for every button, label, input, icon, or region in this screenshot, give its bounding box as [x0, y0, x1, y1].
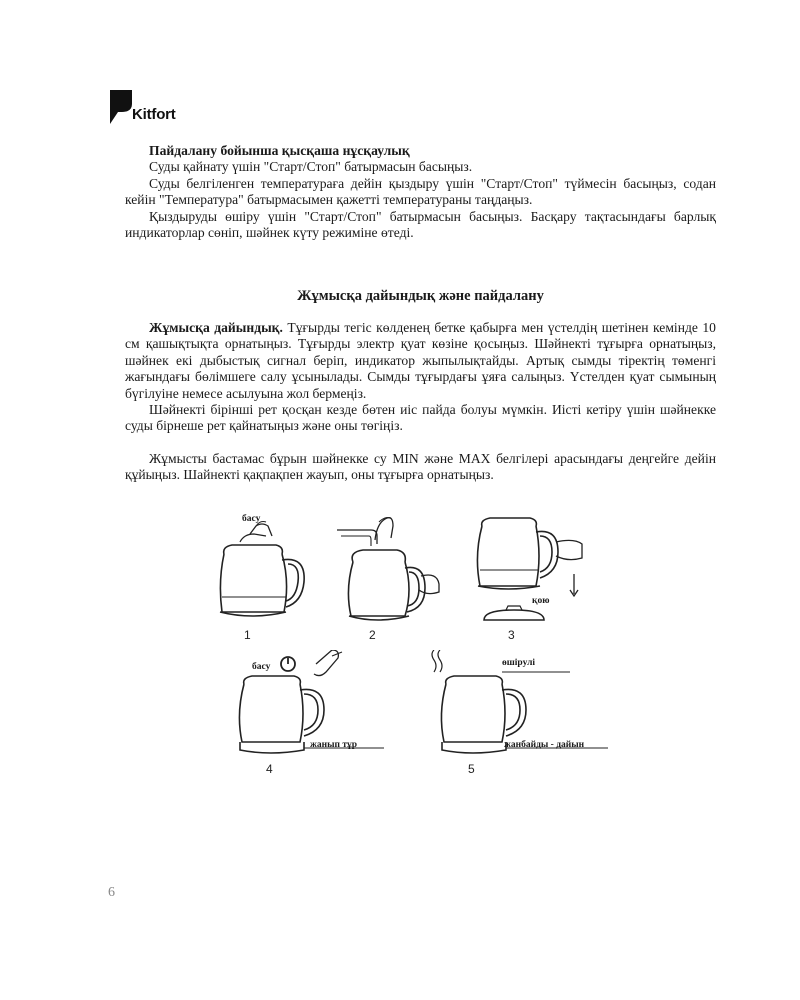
fig1-number: 1 [244, 628, 251, 642]
kettle-illustration [210, 512, 320, 637]
quick-line-2: Суды белгіленген температураға дейін қыздыру үшін "Старт/Стоп" түймесін басыңыз, содан кейін "Температура" батырмасымен қажетті температураны таңдаңыз. [125, 175, 716, 208]
kettle-boiled-illustration [428, 650, 618, 775]
figure-5 [428, 650, 618, 775]
fig3-label: қою [532, 596, 550, 606]
kettle-lifting-illustration [470, 512, 590, 637]
fig1-label: басу [242, 514, 261, 524]
page-number: 6 [108, 885, 115, 900]
prep-lead: Жұмысқа дайындық. [149, 320, 283, 335]
fig2-number: 2 [369, 628, 376, 642]
brand-name: Kitfort [132, 106, 176, 123]
figure-4 [230, 650, 390, 775]
kitfort-logo-icon [110, 90, 132, 124]
first-use-paragraph: Шәйнекті бірінші рет қосқан кезде бөтен иіс пайда болуы мүмкін. Иісті кетіру үшін шәйнекке суды бірнеше рет қайнатыңыз және оны төгіңіз. [125, 402, 716, 434]
quick-line-3: Қыздыруды өшіру үшін "Старт/Стоп" батырмасын басыңыз. Басқару тақтасындағы барлық индикаторлар сөніп, шәйнек күту режиміне өтеді. [125, 208, 716, 241]
section-title: Жұмысқа дайындық және пайдалану [297, 288, 544, 304]
fig4-label-top: басу [252, 662, 271, 672]
prep-text: Тұғырды тегіс көлденең бетке қабырға мен үстелдің шетінен кемінде 10 см қашықтықта орнатыңыз. Тұғырды электр қуат көзіне қосыңыз. Шәйнекті тұғырға орнатыңыз, шәйнек екі дыбыстық сигнал беріп, индикатор жыпылықтайды. Артық сымды тіректің төменгі жағындағы бөлімшеге салу ұсынылады. Сымды тұғырдағы ұяға салыңыз. Үстелден қуат сымының бүгілуіне немесе асылуына жол бермеңіз. [125, 320, 716, 401]
fig5-number: 5 [468, 762, 475, 776]
fig4-label-bottom: жанып тұр [310, 740, 358, 750]
fig5-label-bottom: жанбайды - дайын [504, 740, 585, 750]
fig5-label-top: өшірулі [502, 658, 536, 668]
kettle-filling-illustration [335, 512, 445, 637]
quick-instructions [125, 143, 716, 241]
quick-heading: Пайдалану бойынша қысқаша нұсқаулық [149, 143, 410, 158]
kitfort-logo [110, 90, 220, 126]
before-start-paragraph: Жұмысты бастамас бұрын шәйнекке су MIN және MAX белгілері арасындағы деңгейге дейін құйыңыз. Шайнекті қақпақпен жауып, оны тұғырға орнатыңыз. [125, 450, 716, 483]
prep-paragraph [125, 320, 716, 402]
figure-3 [470, 512, 590, 642]
fig3-number: 3 [508, 628, 515, 642]
steam-icon [432, 650, 436, 672]
quick-line-1: Суды қайнату үшін "Старт/Стоп" батырмасын басыңыз. [149, 159, 473, 175]
section-body [125, 320, 716, 484]
figure-1 [210, 512, 320, 642]
fig4-number: 4 [266, 762, 273, 776]
figure-2 [335, 512, 445, 642]
